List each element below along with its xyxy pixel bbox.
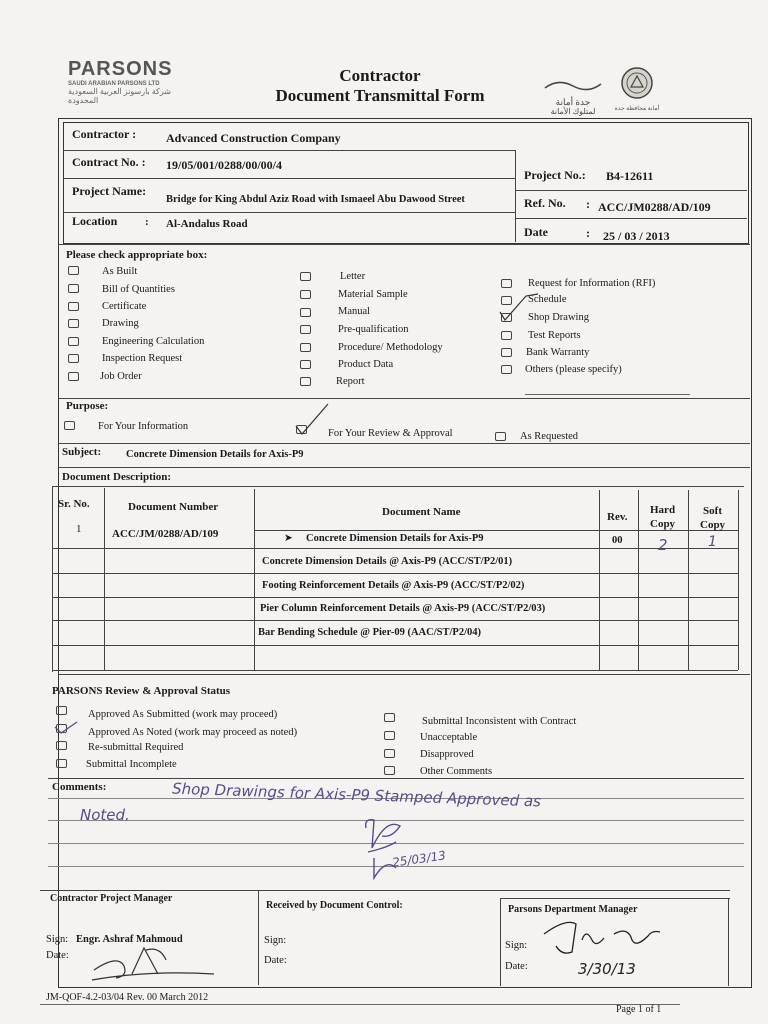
- label-engineering-calculation: Engineering Calculation: [102, 336, 205, 347]
- label-material-sample: Material Sample: [338, 289, 408, 300]
- project-no-label: Project No.:: [524, 168, 586, 182]
- doc-control-sign-label: Sign:: [264, 935, 287, 946]
- date-value: 25 / 03 / 2013: [603, 229, 670, 243]
- label-resubmittal-required: Re-submittal Required: [88, 742, 184, 753]
- checkbox-disapproved[interactable]: [384, 749, 395, 758]
- label-procedure-methodology: Procedure/ Methodology: [338, 342, 443, 353]
- label-report: Report: [336, 376, 365, 387]
- label-rfi: Request for Information (RFI): [528, 278, 656, 289]
- row-1-bullet-icon: ➤: [284, 533, 293, 544]
- checkbox-as-built[interactable]: [68, 266, 79, 275]
- approved-as-noted-checkmark-icon: [52, 718, 80, 736]
- label-shop-drawing: Shop Drawing: [528, 312, 589, 323]
- checkbox-submittal-inconsistent[interactable]: [384, 713, 395, 722]
- label-schedule: Schedule: [528, 294, 567, 305]
- doc-control-title: Received by Document Control:: [266, 900, 403, 911]
- checkbox-bank-warranty[interactable]: [501, 348, 512, 357]
- label-review-approval: For Your Review & Approval: [328, 428, 453, 439]
- checkbox-letter[interactable]: [300, 272, 311, 281]
- calligraphy-icon: [543, 78, 603, 92]
- label-other-comments: Other Comments: [420, 766, 493, 777]
- label-product-data: Product Data: [338, 359, 394, 370]
- label-submittal-incomplete: Submittal Incomplete: [86, 759, 177, 770]
- purpose-heading: Purpose:: [66, 400, 109, 412]
- label-pre-qualification: Pre-qualification: [338, 324, 409, 335]
- label-letter: Letter: [340, 271, 366, 282]
- soft-copy-line-1: Soft: [703, 505, 722, 517]
- checkbox-resubmittal-required[interactable]: [56, 741, 67, 750]
- checkbox-bill-of-quantities[interactable]: [68, 284, 79, 293]
- soft-copy-line-2: Copy: [700, 519, 726, 531]
- comment-handwritten-date: 25/03/13: [391, 848, 447, 870]
- contractor-label: Contractor :: [72, 127, 137, 141]
- label-manual: Manual: [338, 306, 371, 317]
- row-1-rev: 00: [612, 535, 623, 546]
- label-disapproved: Disapproved: [420, 749, 474, 760]
- checkbox-unacceptable[interactable]: [384, 731, 395, 740]
- pdm-signature-icon: [536, 914, 666, 958]
- title-line-2: Document Transmittal Form: [275, 86, 485, 105]
- contract-no-label: Contract No. :: [72, 155, 146, 169]
- row-1-soft-copy: 1: [708, 534, 717, 550]
- amana-arabic-2: لمتلوك الأمانة: [550, 107, 596, 116]
- row-1-hard-copy: 2: [658, 536, 668, 554]
- checkbox-for-your-information[interactable]: [64, 421, 75, 430]
- label-bank-warranty: Bank Warranty: [526, 347, 590, 358]
- row-2-name: Concrete Dimension Details @ Axis-P9 (ACC/ST/P2/01): [262, 556, 513, 567]
- col-header-hard-copy: [650, 503, 675, 531]
- row-3-name: Footing Reinforcement Details @ Axis-P9 (ACC/ST/P2/02): [262, 580, 525, 591]
- label-certificate: Certificate: [102, 301, 147, 312]
- checkbox-product-data[interactable]: [300, 360, 311, 369]
- checkbox-others[interactable]: [501, 365, 512, 374]
- label-unacceptable: Unacceptable: [420, 732, 478, 743]
- checkbox-engineering-calculation[interactable]: [68, 337, 79, 346]
- pdm-date-label: Date:: [505, 961, 528, 972]
- checkbox-report[interactable]: [300, 377, 311, 386]
- ref-no-colon: :: [586, 197, 590, 211]
- label-as-requested: As Requested: [520, 431, 579, 442]
- col-header-rev: Rev.: [607, 511, 628, 523]
- title-line-1: Contractor: [339, 66, 421, 85]
- col-header-sr-no: Sr. No.: [58, 498, 90, 510]
- row-1-name: Concrete Dimension Details for Axis-P9: [306, 533, 484, 544]
- parsons-logo: [68, 58, 188, 105]
- cpm-name: Engr. Ashraf Mahmoud: [76, 934, 183, 945]
- comment-handwritten-line-1: Shop Drawings for Axis-P9 Stamped Approved as: [171, 779, 542, 811]
- label-as-built: As Built: [102, 266, 138, 277]
- pdm-sign-label: Sign:: [505, 940, 528, 951]
- checkbox-certificate[interactable]: [68, 302, 79, 311]
- checkbox-other-comments[interactable]: [384, 766, 395, 775]
- cpm-date-label: Date:: [46, 950, 69, 961]
- ref-no-value: ACC/JM0288/AD/109: [598, 200, 711, 214]
- col-header-soft-copy: [700, 504, 725, 532]
- checkbox-procedure-methodology[interactable]: [300, 343, 311, 352]
- document-description-heading: Document Description:: [62, 471, 172, 483]
- row-1-sr: 1: [76, 523, 82, 535]
- checkbox-as-requested[interactable]: [495, 432, 506, 441]
- jeddah-amana-logo: [538, 78, 608, 116]
- comment-initials-signature-icon: [356, 808, 416, 888]
- checkbox-rfi[interactable]: [501, 279, 512, 288]
- label-for-your-information: For Your Information: [98, 421, 189, 432]
- others-specify-line[interactable]: [525, 394, 690, 395]
- row-1-number: ACC/JM/0288/AD/109: [112, 528, 219, 540]
- parsons-logo-arabic: شركة بارسونز العربية السعودية المحدودة: [68, 87, 171, 105]
- hard-copy-line-2: Copy: [650, 518, 676, 530]
- jeddah-seal: [612, 66, 662, 112]
- parsons-logo-text: PARSONS: [68, 58, 173, 80]
- label-submittal-inconsistent: Submittal Inconsistent with Contract: [422, 716, 577, 727]
- checkbox-manual[interactable]: [300, 308, 311, 317]
- cpm-signature-icon: [88, 940, 218, 985]
- ref-no-label: Ref. No.: [524, 196, 566, 210]
- label-job-order: Job Order: [100, 371, 142, 382]
- checkbox-approved-as-submitted[interactable]: [56, 706, 67, 715]
- location-label: Location: [72, 214, 118, 228]
- row-4-name: Pier Column Reinforcement Details @ Axis-P9 (ACC/ST/P2/03): [260, 603, 546, 614]
- form-title: [235, 66, 525, 106]
- date-label: Date: [524, 225, 548, 239]
- label-inspection-request: Inspection Request: [102, 353, 183, 364]
- seal-icon: [620, 66, 654, 100]
- col-header-document-number: Document Number: [128, 501, 219, 513]
- checkbox-material-sample[interactable]: [300, 290, 311, 299]
- date-colon: :: [586, 226, 590, 240]
- checkbox-job-order[interactable]: [68, 372, 79, 381]
- row-5-name: Bar Bending Schedule @ Pier-09 (AAC/ST/P2/04): [258, 627, 481, 638]
- review-heading: PARSONS Review & Approval Status: [52, 685, 231, 697]
- subject-value: Concrete Dimension Details for Axis-P9: [126, 449, 304, 460]
- doc-control-date-label: Date:: [264, 955, 287, 966]
- cpm-sign-label: Sign:: [46, 934, 69, 945]
- label-bill-of-quantities: Bill of Quantities: [102, 284, 175, 295]
- checkbox-test-reports[interactable]: [501, 331, 512, 340]
- checkbox-pre-qualification[interactable]: [300, 325, 311, 334]
- pdm-date-value: 3/30/13: [578, 960, 636, 978]
- checkbox-submittal-incomplete[interactable]: [56, 759, 67, 768]
- label-approved-as-noted: Approved As Noted (work may proceed as noted): [88, 727, 298, 738]
- page-number: Page 1 of 1: [616, 1004, 662, 1015]
- label-test-reports: Test Reports: [528, 330, 581, 341]
- comments-label: Comments:: [52, 781, 107, 793]
- label-drawing: Drawing: [102, 318, 139, 329]
- contract-no-value: 19/05/001/0288/00/00/4: [166, 158, 283, 172]
- cpm-title: Contractor Project Manager: [50, 893, 173, 904]
- seal-caption: أمانة محافظة جدة: [614, 106, 660, 112]
- checkbox-drawing[interactable]: [68, 319, 79, 328]
- amana-arabic-1: جدة أمانة: [555, 97, 591, 107]
- location-colon: :: [145, 216, 149, 228]
- project-name-value: Bridge for King Abdul Aziz Road with Ismaeel Abu Dawood Street: [166, 194, 465, 205]
- comment-handwritten-line-2: Noted.: [80, 806, 130, 824]
- col-header-document-name: Document Name: [382, 506, 461, 518]
- subject-label: Subject:: [62, 446, 102, 458]
- pdm-title: Parsons Department Manager: [508, 904, 638, 915]
- hard-copy-line-1: Hard: [650, 504, 676, 516]
- project-name-label: Project Name:: [72, 184, 147, 198]
- check-heading: Please check appropriate box:: [66, 249, 208, 261]
- location-value: Al-Andalus Road: [166, 218, 248, 230]
- project-no-value: B4-12611: [606, 169, 654, 183]
- checkbox-inspection-request[interactable]: [68, 354, 79, 363]
- contractor-value: Advanced Construction Company: [166, 131, 341, 145]
- label-approved-as-submitted: Approved As Submitted (work may proceed): [88, 709, 278, 720]
- review-approval-checkmark-icon: [292, 402, 332, 436]
- form-code: JM-QOF-4.2-03/04 Rev. 00 March 2012: [46, 992, 209, 1003]
- parsons-logo-subtitle: SAUDI ARABIAN PARSONS LTD: [68, 81, 160, 87]
- label-others: Others (please specify): [525, 364, 622, 375]
